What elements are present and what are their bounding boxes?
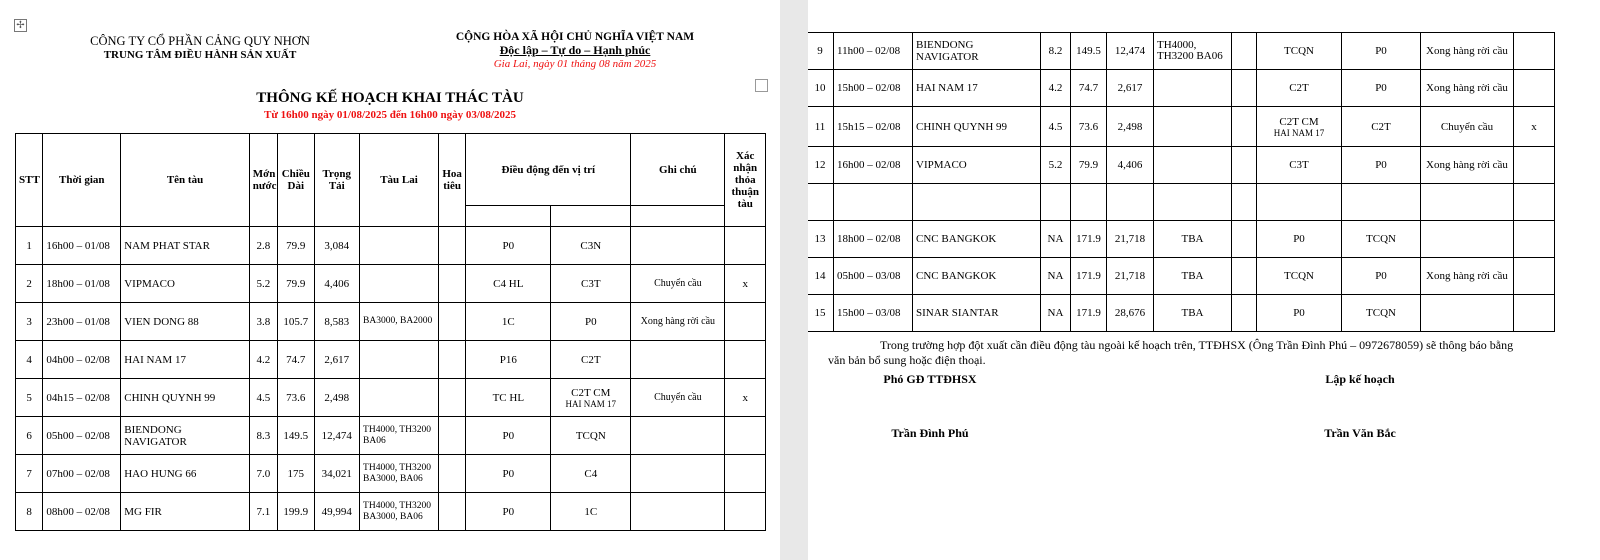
cell-move-from-main: TCQN	[1284, 270, 1314, 282]
cell-confirm: x	[725, 265, 766, 303]
cell-note	[631, 417, 725, 455]
cell-note	[1421, 295, 1514, 332]
signature-left-title: Phó GĐ TTĐHSX	[883, 372, 977, 386]
cell-tonnage: 12,474	[1107, 33, 1154, 70]
cell-move-to	[551, 379, 631, 417]
company-name: CÔNG TY CỔ PHẦN CẢNG QUY NHƠN	[90, 34, 310, 48]
signature-left-name: Trần Đình Phú	[891, 426, 969, 440]
cell-time: 05h00 – 02/08	[43, 417, 121, 455]
cell-tonnage: 49,994	[314, 493, 360, 531]
cell-pilot	[438, 417, 465, 455]
cell-confirm: x	[725, 379, 766, 417]
cell-note: Xong hàng rời cầu	[1421, 147, 1514, 184]
cell-empty	[1071, 184, 1107, 221]
cell-pilot	[438, 341, 465, 379]
cell-move-to-main: C3N	[580, 239, 602, 252]
cell-move-to: P0	[1342, 33, 1421, 70]
cell-pilot	[1232, 221, 1257, 258]
signature-right-title: Lập kế hoạch	[1325, 372, 1395, 386]
cell-length: 175	[278, 455, 314, 493]
cell-tug	[360, 265, 439, 303]
cell-confirm	[1514, 70, 1555, 107]
schedule-table	[15, 133, 766, 531]
cell-move-to-main: C3T	[581, 277, 601, 290]
cell-move-to	[551, 417, 631, 455]
table-row	[16, 417, 766, 455]
cell-move-from-main: P0	[1293, 233, 1305, 245]
cell-move-from	[1257, 295, 1342, 332]
cell-tonnage: 2,498	[314, 379, 360, 417]
cell-move-from: 1C	[466, 303, 551, 341]
cell-confirm	[725, 455, 766, 493]
cell-move-from-main: P0	[1293, 307, 1305, 319]
cell-stt: 12	[808, 147, 834, 184]
cell-stt: 9	[808, 33, 834, 70]
cell-length: 105.7	[278, 303, 314, 341]
nation-motto: Độc lập – Tự do – Hạnh phúc	[499, 43, 651, 57]
department-name: TRUNG TÂM ĐIỀU HÀNH SẢN XUẤT	[103, 49, 297, 61]
cell-pilot	[438, 455, 465, 493]
cell-empty	[834, 184, 913, 221]
cell-empty	[1107, 184, 1154, 221]
cell-move-to-main: 1C	[584, 505, 598, 518]
cell-tug: TBA	[1154, 295, 1232, 332]
cell-draft: 4.2	[249, 341, 277, 379]
table-move-handle-icon[interactable]: ✢	[14, 19, 27, 32]
cell-confirm	[1514, 147, 1555, 184]
col-tonnage: Trọng Tải	[314, 134, 360, 227]
col-note-sub	[631, 206, 725, 227]
cell-empty	[1421, 184, 1514, 221]
cell-confirm	[725, 493, 766, 531]
cell-move-to-main: TCQN	[575, 429, 606, 442]
cell-note: Xong hàng rời cầu	[1421, 70, 1514, 107]
cell-draft: NA	[1041, 295, 1071, 332]
table-row	[16, 227, 766, 265]
document-page-left	[0, 0, 780, 560]
cell-tonnage: 4,406	[314, 265, 360, 303]
cell-length: 171.9	[1071, 221, 1107, 258]
cell-length: 149.5	[278, 417, 314, 455]
cell-draft: 8.3	[249, 417, 277, 455]
cell-length: 74.7	[1071, 70, 1107, 107]
cell-pilot	[438, 227, 465, 265]
table-row-blank	[808, 184, 1555, 221]
cell-confirm	[725, 227, 766, 265]
table-row	[808, 33, 1555, 70]
table-row	[16, 303, 766, 341]
company-header	[60, 34, 340, 61]
cell-move-to	[551, 265, 631, 303]
cell-move-from: C4 HL	[466, 265, 551, 303]
cell-time: 04h00 – 02/08	[43, 341, 121, 379]
cell-time: 04h15 – 02/08	[43, 379, 121, 417]
cell-tonnage: 4,406	[1107, 147, 1154, 184]
cell-stt: 11	[808, 107, 834, 147]
cell-time: 15h00 – 02/08	[834, 70, 913, 107]
cell-note: Xong hàng rời cầu	[1421, 33, 1514, 70]
cell-tonnage: 8,583	[314, 303, 360, 341]
cell-confirm	[1514, 33, 1555, 70]
cell-empty	[1154, 184, 1232, 221]
cell-pilot	[438, 493, 465, 531]
table-row	[808, 258, 1555, 295]
cell-empty	[913, 184, 1041, 221]
cell-ship-name: BIENDONG NAVIGATOR	[121, 417, 250, 455]
cell-pilot	[1232, 70, 1257, 107]
cell-ship-name: CNC BANGKOK	[913, 258, 1041, 295]
cell-move-from	[1257, 147, 1342, 184]
cell-tug	[1154, 107, 1232, 147]
table-row	[808, 147, 1555, 184]
document-title: THÔNG KẾ HOẠCH KHAI THÁC TÀU	[256, 90, 524, 106]
cell-move-from	[1257, 107, 1342, 147]
cell-draft: 5.2	[249, 265, 277, 303]
cell-move-to	[551, 303, 631, 341]
cell-tonnage: 2,617	[1107, 70, 1154, 107]
cell-empty	[808, 184, 834, 221]
table-row	[808, 221, 1555, 258]
cell-empty	[1257, 184, 1342, 221]
cell-move-from: P0	[466, 417, 551, 455]
table-row	[16, 341, 766, 379]
cell-ship-name: HAI NAM 17	[121, 341, 250, 379]
cell-ship-name: CNC BANGKOK	[913, 221, 1041, 258]
national-header	[420, 31, 730, 70]
cell-stt: 5	[16, 379, 43, 417]
cell-confirm	[1514, 295, 1555, 332]
cell-ship-name: CHINH QUYNH 99	[121, 379, 250, 417]
cell-pilot	[438, 303, 465, 341]
footnote: Trong trường hợp đột xuất cần điều động tàu ngoài kế hoạch trên, TTĐHSX (Ông Trần Đình Phú – 0972678059) sẽ thông báo bằng văn bản bổ sung hoặc điện thoại.	[828, 338, 1514, 367]
cell-length: 73.6	[1071, 107, 1107, 147]
cell-confirm	[725, 417, 766, 455]
cell-tug: TBA	[1154, 258, 1232, 295]
cell-ship-name: VIPMACO	[121, 265, 250, 303]
cell-tug: TH4000, TH3200 BA3000, BA06	[360, 455, 439, 493]
cell-tonnage: 12,474	[314, 417, 360, 455]
cell-note: Xong hàng rời cầu	[1421, 258, 1514, 295]
cell-move-to: TCQN	[1342, 221, 1421, 258]
cell-length: 79.9	[278, 265, 314, 303]
cell-length: 74.7	[278, 341, 314, 379]
cell-time: 23h00 – 01/08	[43, 303, 121, 341]
table-row	[808, 70, 1555, 107]
cell-empty	[1232, 184, 1257, 221]
cell-time: 08h00 – 02/08	[43, 493, 121, 531]
cell-draft: 8.2	[1041, 33, 1071, 70]
cell-move-to	[551, 493, 631, 531]
cell-move-from: P16	[466, 341, 551, 379]
cell-move-to	[551, 227, 631, 265]
cell-move-from: P0	[466, 493, 551, 531]
cell-move-from	[1257, 70, 1342, 107]
table-row	[16, 379, 766, 417]
cell-draft: 2.8	[249, 227, 277, 265]
col-stt: STT	[16, 134, 43, 227]
cell-move-from-main: C2T CM	[1279, 115, 1319, 128]
cell-tonnage: 34,021	[314, 455, 360, 493]
cell-time: 11h00 – 02/08	[834, 33, 913, 70]
cell-time: 15h15 – 02/08	[834, 107, 913, 147]
cell-tug	[1154, 70, 1232, 107]
table-row	[16, 265, 766, 303]
cell-stt: 1	[16, 227, 43, 265]
cell-draft: 4.5	[249, 379, 277, 417]
table-row	[808, 295, 1555, 332]
cell-draft: 7.1	[249, 493, 277, 531]
cell-tug: TH4000, TH3200 BA06	[1154, 33, 1232, 70]
cell-length: 79.9	[1071, 147, 1107, 184]
cell-move-to: TCQN	[1342, 295, 1421, 332]
col-move-to	[551, 206, 631, 227]
cell-stt: 10	[808, 70, 834, 107]
cell-move-from: P0	[466, 227, 551, 265]
cell-tug: BA3000, BA2000	[360, 303, 439, 341]
cell-tug	[360, 227, 439, 265]
cell-tug: TH4000, TH3200 BA3000, BA06	[360, 493, 439, 531]
cell-move-from-main: C2T	[1289, 82, 1309, 94]
cell-move-to	[551, 455, 631, 493]
cell-move-from-sub: HAI NAM 17	[1273, 127, 1325, 138]
cell-ship-name: BIENDONG NAVIGATOR	[913, 33, 1041, 70]
cell-length: 199.9	[278, 493, 314, 531]
document-page-right	[808, 0, 1600, 560]
cell-note	[631, 455, 725, 493]
col-tug: Tàu Lai	[360, 134, 439, 227]
col-draft: Mớn nước	[249, 134, 277, 227]
cell-confirm	[725, 303, 766, 341]
cell-empty	[1041, 184, 1071, 221]
schedule-table-body	[16, 227, 766, 531]
cell-length: 149.5	[1071, 33, 1107, 70]
cell-tonnage: 21,718	[1107, 258, 1154, 295]
cell-confirm	[725, 341, 766, 379]
schedule-table-continued	[808, 32, 1555, 332]
cell-move-from	[1257, 258, 1342, 295]
cell-confirm: x	[1514, 107, 1555, 147]
cell-tug	[1154, 147, 1232, 184]
cell-pilot	[1232, 33, 1257, 70]
table-header-row	[16, 134, 766, 206]
cell-tonnage: 2,617	[314, 341, 360, 379]
cell-move-to-main: C4	[584, 467, 598, 480]
cell-ship-name: VIEN DONG 88	[121, 303, 250, 341]
cell-move-to-main: C2T CM	[571, 386, 611, 399]
cell-stt: 13	[808, 221, 834, 258]
cell-pilot	[438, 265, 465, 303]
cell-pilot	[1232, 295, 1257, 332]
cell-ship-name: NAM PHAT STAR	[121, 227, 250, 265]
cell-pilot	[1232, 107, 1257, 147]
cell-time: 05h00 – 03/08	[834, 258, 913, 295]
col-note: Ghi chú	[631, 134, 725, 206]
cell-draft: 3.8	[249, 303, 277, 341]
cell-move-to: P0	[1342, 147, 1421, 184]
cell-empty	[1342, 184, 1421, 221]
cell-stt: 3	[16, 303, 43, 341]
cell-tug	[360, 341, 439, 379]
cell-time: 18h00 – 01/08	[43, 265, 121, 303]
cell-ship-name: VIPMACO	[913, 147, 1041, 184]
col-time: Thời gian	[43, 134, 121, 227]
cell-tug: TBA	[1154, 221, 1232, 258]
cell-ship-name: MG FIR	[121, 493, 250, 531]
col-pilot: Hoa tiêu	[438, 134, 465, 227]
cell-move-from	[1257, 33, 1342, 70]
cell-note	[631, 493, 725, 531]
cell-note	[631, 341, 725, 379]
table-row	[808, 107, 1555, 147]
cell-stt: 4	[16, 341, 43, 379]
schedule-table-body-continued	[808, 33, 1555, 332]
col-length: Chiều Dài	[278, 134, 314, 227]
cell-time: 16h00 – 01/08	[43, 227, 121, 265]
cell-draft: 7.0	[249, 455, 277, 493]
cell-stt: 14	[808, 258, 834, 295]
cell-time: 16h00 – 02/08	[834, 147, 913, 184]
cell-stt: 15	[808, 295, 834, 332]
cell-note	[631, 227, 725, 265]
cell-confirm	[1514, 221, 1555, 258]
cell-move-from-main: TCQN	[1284, 45, 1314, 57]
cell-tonnage: 21,718	[1107, 221, 1154, 258]
cell-note: Xong hàng rời cầu	[631, 303, 725, 341]
cell-tug	[360, 379, 439, 417]
cell-tonnage: 28,676	[1107, 295, 1154, 332]
table-row	[16, 493, 766, 531]
cell-stt: 8	[16, 493, 43, 531]
cell-time: 15h00 – 03/08	[834, 295, 913, 332]
signature-right-name: Trần Văn Bắc	[1324, 426, 1396, 440]
cell-length: 171.9	[1071, 295, 1107, 332]
cell-note	[1421, 221, 1514, 258]
col-move-from	[466, 206, 551, 227]
cell-tonnage: 2,498	[1107, 107, 1154, 147]
cell-move-to-sub: HAI NAM 17	[565, 398, 617, 409]
cell-tonnage: 3,084	[314, 227, 360, 265]
cell-note: Chuyển cầu	[631, 265, 725, 303]
cell-move-to: P0	[1342, 258, 1421, 295]
cell-pilot	[1232, 147, 1257, 184]
cell-tug: TH4000, TH3200 BA06	[360, 417, 439, 455]
cell-ship-name: SINAR SIANTAR	[913, 295, 1041, 332]
col-ship: Tên tàu	[121, 134, 250, 227]
cell-stt: 6	[16, 417, 43, 455]
cell-move-to: C2T	[1342, 107, 1421, 147]
place-date: Gia Lai, ngày 01 tháng 08 năm 2025	[493, 58, 657, 70]
cell-length: 171.9	[1071, 258, 1107, 295]
cell-draft: NA	[1041, 258, 1071, 295]
cell-move-to: P0	[1342, 70, 1421, 107]
cell-move-to	[551, 341, 631, 379]
cell-move-to-main: C2T	[581, 353, 601, 366]
col-move: Điều động đến vị trí	[466, 134, 631, 206]
cell-move-from: P0	[466, 455, 551, 493]
cell-move-from	[1257, 221, 1342, 258]
cell-stt: 2	[16, 265, 43, 303]
cell-note: Chuyển cầu	[631, 379, 725, 417]
cell-pilot	[438, 379, 465, 417]
cell-move-from: TC HL	[466, 379, 551, 417]
table-row	[16, 455, 766, 493]
cell-draft: 4.5	[1041, 107, 1071, 147]
cell-move-to-main: P0	[584, 315, 597, 328]
cell-ship-name: HAO HUNG 66	[121, 455, 250, 493]
cell-length: 79.9	[278, 227, 314, 265]
cell-empty	[1514, 184, 1555, 221]
cell-draft: NA	[1041, 221, 1071, 258]
cell-ship-name: HAI NAM 17	[913, 70, 1041, 107]
cell-length: 73.6	[278, 379, 314, 417]
cell-ship-name: CHINH QUYNH 99	[913, 107, 1041, 147]
document-subtitle: Từ 16h00 ngày 01/08/2025 đến 16h00 ngày 03/08/2025	[263, 109, 516, 121]
cell-draft: 5.2	[1041, 147, 1071, 184]
cell-move-from-main: C3T	[1289, 159, 1309, 171]
cell-time: 07h00 – 02/08	[43, 455, 121, 493]
nation-name: CỘNG HÒA XÃ HỘI CHỦ NGHĨA VIỆT NAM	[455, 31, 695, 43]
cell-confirm	[1514, 258, 1555, 295]
cell-note: Chuyển cầu	[1421, 107, 1514, 147]
cell-stt: 7	[16, 455, 43, 493]
cell-draft: 4.2	[1041, 70, 1071, 107]
col-confirm: Xác nhận thỏa thuận tàu	[725, 134, 766, 227]
cell-pilot	[1232, 258, 1257, 295]
cell-time: 18h00 – 02/08	[834, 221, 913, 258]
